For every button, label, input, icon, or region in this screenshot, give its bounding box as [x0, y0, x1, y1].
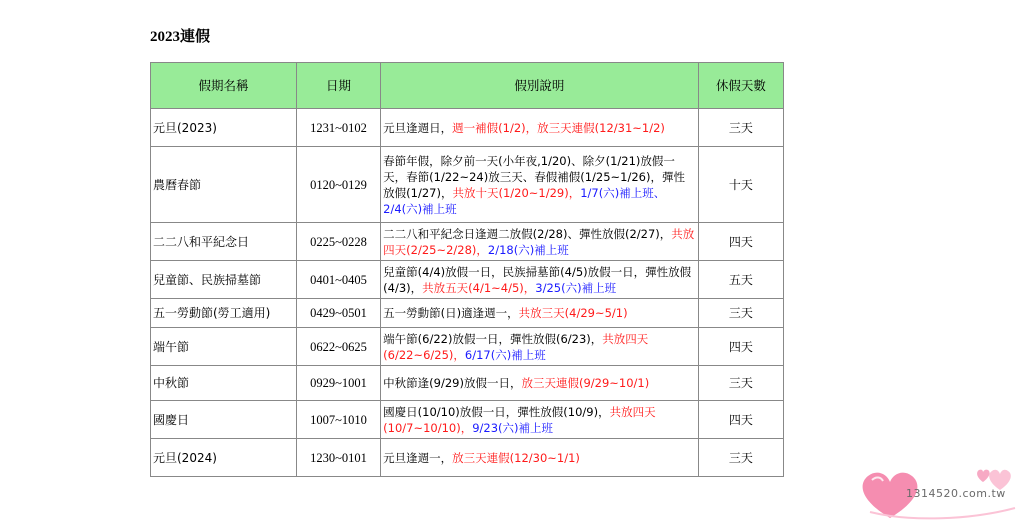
days-off-cell: 三天: [698, 366, 783, 401]
workday-note: 1/7(六)補上班、2/4(六)補上班: [383, 185, 666, 216]
holiday-name-cell: 二二八和平紀念日: [151, 223, 297, 261]
date-range-cell: 0225~0228: [296, 223, 380, 261]
description-cell: [381, 261, 699, 299]
holiday-name-cell: 農曆春節: [151, 147, 297, 223]
days-off-cell: 五天: [698, 261, 783, 299]
description-cell: [381, 366, 699, 401]
highlight-text: 放三天連假(12/30~1/1): [452, 450, 580, 465]
table-row: [151, 223, 784, 261]
holiday-name-cell: 中秋節: [151, 366, 297, 401]
description-cell: [381, 223, 699, 261]
description-text: 元旦逢週日，: [383, 120, 453, 135]
page-title: 2023連假: [150, 29, 211, 45]
table-row: [151, 299, 784, 328]
description-cell: [381, 299, 699, 328]
table-row: [151, 328, 784, 366]
holiday-name-cell: 元旦(2024): [151, 439, 297, 477]
days-off-cell: 十天: [698, 147, 783, 223]
header-description: 假別說明: [381, 63, 699, 109]
workday-note: 6/17(六)補上班: [464, 347, 546, 362]
days-off-cell: 四天: [698, 401, 783, 439]
workday-note: 2/18(六)補上班: [487, 242, 569, 257]
holiday-name-cell: 端午節: [151, 328, 297, 366]
holiday-table: [150, 62, 784, 477]
date-range-cell: 1230~0101: [296, 439, 380, 477]
date-range-cell: 0929~1001: [296, 366, 380, 401]
description-text: 端午節(6/22)放假一日，彈性放假(6/23)，: [383, 331, 603, 346]
description-cell: [381, 109, 699, 147]
table-row: [151, 147, 784, 223]
workday-note: 9/23(六)補上班: [472, 420, 554, 435]
date-range-cell: 0120~0129: [296, 147, 380, 223]
holiday-name-cell: 國慶日: [151, 401, 297, 439]
header-holiday-name: 假期名稱: [151, 63, 297, 109]
description-text: 元旦逢週一，: [383, 450, 453, 465]
highlight-text: 共放三天(4/29~5/1): [518, 306, 628, 320]
workday-note: 3/25(六)補上班: [535, 280, 617, 295]
holiday-name-cell: 五一勞動節(勞工適用): [151, 299, 297, 328]
description-cell: [381, 439, 699, 477]
description-cell: [381, 147, 699, 223]
date-range-cell: 0401~0405: [296, 261, 380, 299]
description-text: 兒童節(4/4)放假一日，民族掃墓節(4/5)放假一日，彈性放假(4/3)，: [383, 264, 692, 295]
highlight-text: 共放十天(1/20~1/29)，: [452, 185, 581, 200]
date-range-cell: 1231~0102: [296, 109, 380, 147]
days-off-cell: 四天: [698, 223, 783, 261]
table-row: [151, 109, 784, 147]
highlight-text: 放三天連假(9/29~10/1): [521, 376, 650, 390]
days-off-cell: 三天: [698, 109, 783, 147]
table-row: [151, 401, 784, 439]
header-days-off: 休假天數: [698, 63, 783, 109]
highlight-text: 共放四天(2/25~2/28)，: [383, 226, 695, 257]
highlight-text: 共放五天(4/1~4/5)，: [422, 280, 536, 295]
date-range-cell: 0429~0501: [296, 299, 380, 328]
table-row: [151, 261, 784, 299]
table-row: [151, 366, 784, 401]
watermark-text: 1314520.com.tw: [906, 487, 1006, 500]
table-header-row: [151, 63, 784, 109]
description-cell: [381, 328, 699, 366]
description-text: 春節年假，除夕前一天(小年夜,1/20)、除夕(1/21)放假一天，春節(1/22~24)放三天、春假補假(1/25~1/26)，彈性放假(1/27)，: [383, 153, 685, 200]
description-cell: [381, 401, 699, 439]
date-range-cell: 0622~0625: [296, 328, 380, 366]
days-off-cell: 三天: [698, 299, 783, 328]
date-range-cell: 1007~1010: [296, 401, 380, 439]
header-date: 日期: [296, 63, 380, 109]
highlight-text: 共放四天(6/22~6/25)，: [383, 331, 649, 362]
days-off-cell: 三天: [698, 439, 783, 477]
highlight-text: 週一補假(1/2)，放三天連假(12/31~1/2): [452, 120, 665, 135]
description-text: 國慶日(10/10)放假一日，彈性放假(10/9)，: [383, 404, 610, 419]
highlight-text: 共放四天(10/7~10/10)，: [383, 404, 656, 435]
description-text: 二二八和平紀念日逢週二放假(2/28)、彈性放假(2/27)，: [383, 226, 672, 241]
days-off-cell: 四天: [698, 328, 783, 366]
holiday-name-cell: 兒童節、民族掃墓節: [151, 261, 297, 299]
table-row: [151, 439, 784, 477]
holiday-name-cell: 元旦(2023): [151, 109, 297, 147]
description-text: 五一勞動節(日)適逢週一，: [383, 306, 519, 320]
description-text: 中秋節逢(9/29)放假一日，: [383, 376, 522, 390]
